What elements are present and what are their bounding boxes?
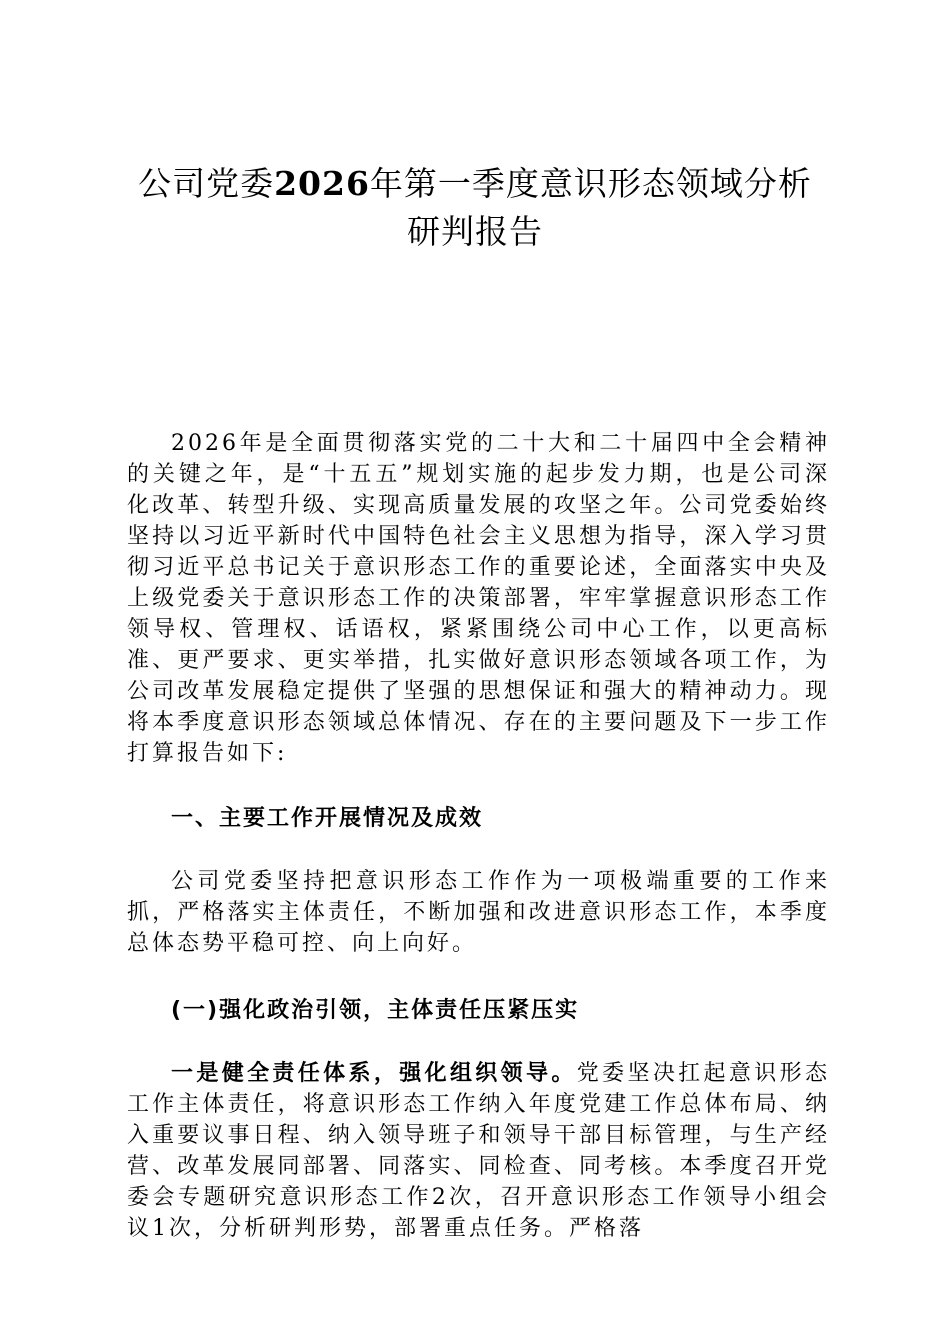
title-prefix: 公司党委 [138, 164, 275, 203]
document-title [100, 160, 850, 256]
point-1-paragraph [127, 1058, 830, 1244]
title-line-2: 研判报告 [407, 212, 543, 251]
point-1-text: 党委坚决扛起意识形态工作主体责任，将意识形态工作纳入年度党建工作总体布局、纳入重要议事日程、纳入领导班子和领导干部目标管理，与生产经营、改革发展同部署、同落实、同检查、同考核。本季度召开党委会专题研究意识形态工作2次，召开意识形态工作领导小组会议1次，分析研判形势，部署重点任务。严格落 [127, 1061, 830, 1241]
point-1-lead: 一是健全责任体系，强化组织领导。 [171, 1061, 577, 1086]
title-suffix: 年第一季度意识形态领域分析 [369, 164, 812, 203]
intro-paragraph: 2026年是全面贯彻落实党的二十大和二十届四中全会精神的关键之年，是“十五五”规划实施的起步发力期，也是公司深化改革、转型升级、实现高质量发展的攻坚之年。公司党委始终坚持以习近平新时代中国特色社会主义思想为指导，深入学习贯彻习近平总书记关于意识形态工作的重要论述，全面落实中央及上级党委关于意识形态工作的决策部署，牢牢掌握意识形态工作领导权、管理权、话语权，紧紧围绕公司中心工作，以更高标准、更严要求、更实举措，扎实做好意识形态领域各项工作，为公司改革发展稳定提供了坚强的思想保证和强大的精神动力。现将本季度意识形态领域总体情况、存在的主要问题及下一步工作打算报告如下: [127, 431, 830, 766]
title-line-1 [100, 160, 850, 208]
section-1-paragraph: 公司党委坚持把意识形态工作作为一项极端重要的工作来抓，严格落实主体责任，不断加强和改进意识形态工作，本季度总体态势平稳可控、向上向好。 [127, 869, 830, 956]
document-body [127, 428, 830, 1244]
section-1-heading: 一、主要工作开展情况及成效 [171, 806, 484, 831]
title-year: 2026 [274, 164, 370, 203]
subsection-1-heading: (一)强化政治引领，主体责任压紧压实 [171, 998, 580, 1023]
